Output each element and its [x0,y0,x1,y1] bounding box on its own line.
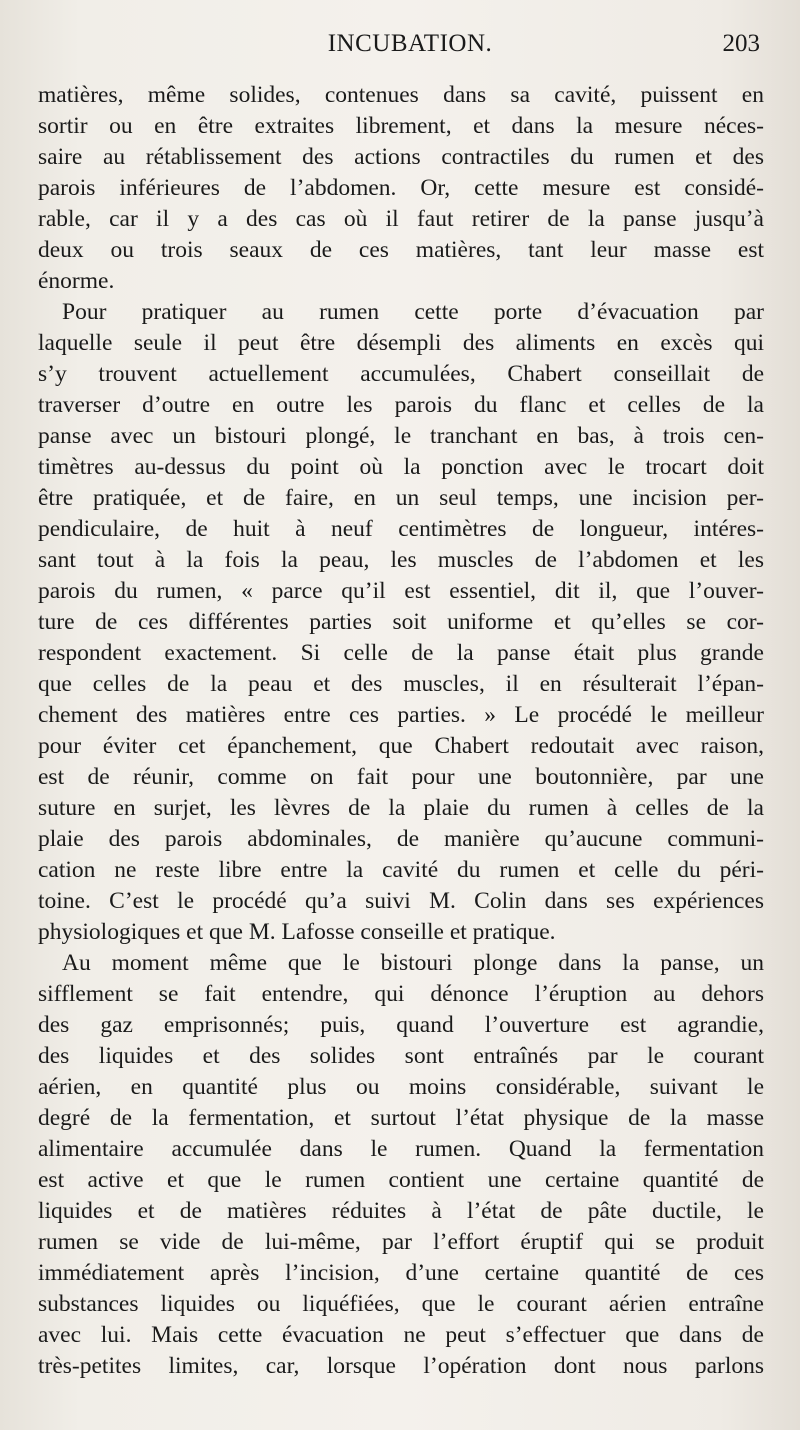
text-line: rumen se vide de lui-même, par l’effort éruptif qui se produit [38,1229,764,1255]
text-line: aérien, en quantité plus ou moins considérable, suivant le [38,1074,764,1100]
text-line: être pratiquée, et de faire, en un seul temps, une incision per- [38,485,764,511]
text-line: substances liquides ou liquéfiées, que le courant aérien entraîne [38,1291,764,1317]
text-line: Au moment même que le bistouri plonge dans la panse, un [62,950,764,976]
text-line: physiologiques et que M. Lafosse conseille et pratique. [38,919,556,945]
text-line: saire au rétablissement des actions contractiles du rumen et des [38,144,764,170]
text-line: respondent exactement. Si celle de la panse était plus grande [38,640,764,666]
text-line: pour éviter cet épanchement, que Chabert redoutait avec raison, [38,733,764,759]
text-line: parois du rumen, « parce qu’il est essentiel, dit il, que l’ouver- [38,578,764,604]
text-line: avec lui. Mais cette évacuation ne peut s’effectuer que dans de [38,1322,764,1348]
text-line: sant tout à la fois la peau, les muscles de l’abdomen et les [38,547,764,573]
text-line: toine. C’est le procédé qu’a suivi M. Colin dans ses expériences [38,888,764,914]
text-line: panse avec un bistouri plongé, le tranchant en bas, à trois cen- [38,423,764,449]
text-line: immédiatement après l’incision, d’une certaine quantité de ces [38,1260,764,1286]
text-line: liquides et de matières réduites à l’état de pâte ductile, le [38,1198,764,1224]
text-line: chement des matières entre ces parties. » Le procédé le meilleur [38,702,764,728]
text-line: timètres au-dessus du point où la ponction avec le trocart doit [38,454,764,480]
text-line: deux ou trois seaux de ces matières, tant leur masse est [38,237,764,263]
text-line: alimentaire accumulée dans le rumen. Quand la fermentation [38,1136,764,1162]
text-line: traverser d’outre en outre les parois du flanc et celles de la [38,392,764,418]
text-line: est de réunir, comme on fait pour une boutonnière, par une [38,764,764,790]
text-line: matières, même solides, contenues dans sa cavité, puissent en [38,82,764,108]
text-line: plaie des parois abdominales, de manière qu’aucune communi- [38,826,764,852]
text-line: rable, car il y a des cas où il faut retirer de la panse jusqu’à [38,206,764,232]
text-line: ture de ces différentes parties soit uniforme et qu’elles se cor- [38,609,764,635]
text-line: degré de la fermentation, et surtout l’état physique de la masse [38,1105,764,1131]
text-line: parois inférieures de l’abdomen. Or, cette mesure est considé- [38,175,764,201]
body-text [38,80,764,1382]
text-line: suture en surjet, les lèvres de la plaie du rumen à celles de la [38,795,764,821]
text-line: est active et que le rumen contient une certaine quantité de [38,1167,764,1193]
text-line: s’y trouvent actuellement accumulées, Chabert conseillait de [38,361,764,387]
text-line: laquelle seule il peut être désempli des aliments en excès qui [38,330,764,356]
text-line: cation ne reste libre entre la cavité du rumen et celle du péri- [38,857,764,883]
text-line: énorme. [38,268,115,294]
text-line: pendiculaire, de huit à neuf centimètres de longueur, intéres- [38,516,764,542]
text-line: des gaz emprisonnés; puis, quand l’ouverture est agrandie, [38,1012,764,1038]
running-title: INCUBATION. [327,30,493,57]
text-line: sortir ou en être extraites librement, et dans la mesure néces- [38,113,764,139]
text-line: sifflement se fait entendre, qui dénonce l’éruption au dehors [38,981,764,1007]
text-line: des liquides et des solides sont entraînés par le courant [38,1043,764,1069]
running-header [60,30,760,64]
page-number: 203 [722,30,760,57]
text-line: que celles de la peau et des muscles, il en résulterait l’épan- [38,671,764,697]
text-line: très-petites limites, car, lorsque l’opération dont nous parlons [38,1353,764,1379]
text-line: Pour pratiquer au rumen cette porte d’évacuation par [62,299,764,325]
